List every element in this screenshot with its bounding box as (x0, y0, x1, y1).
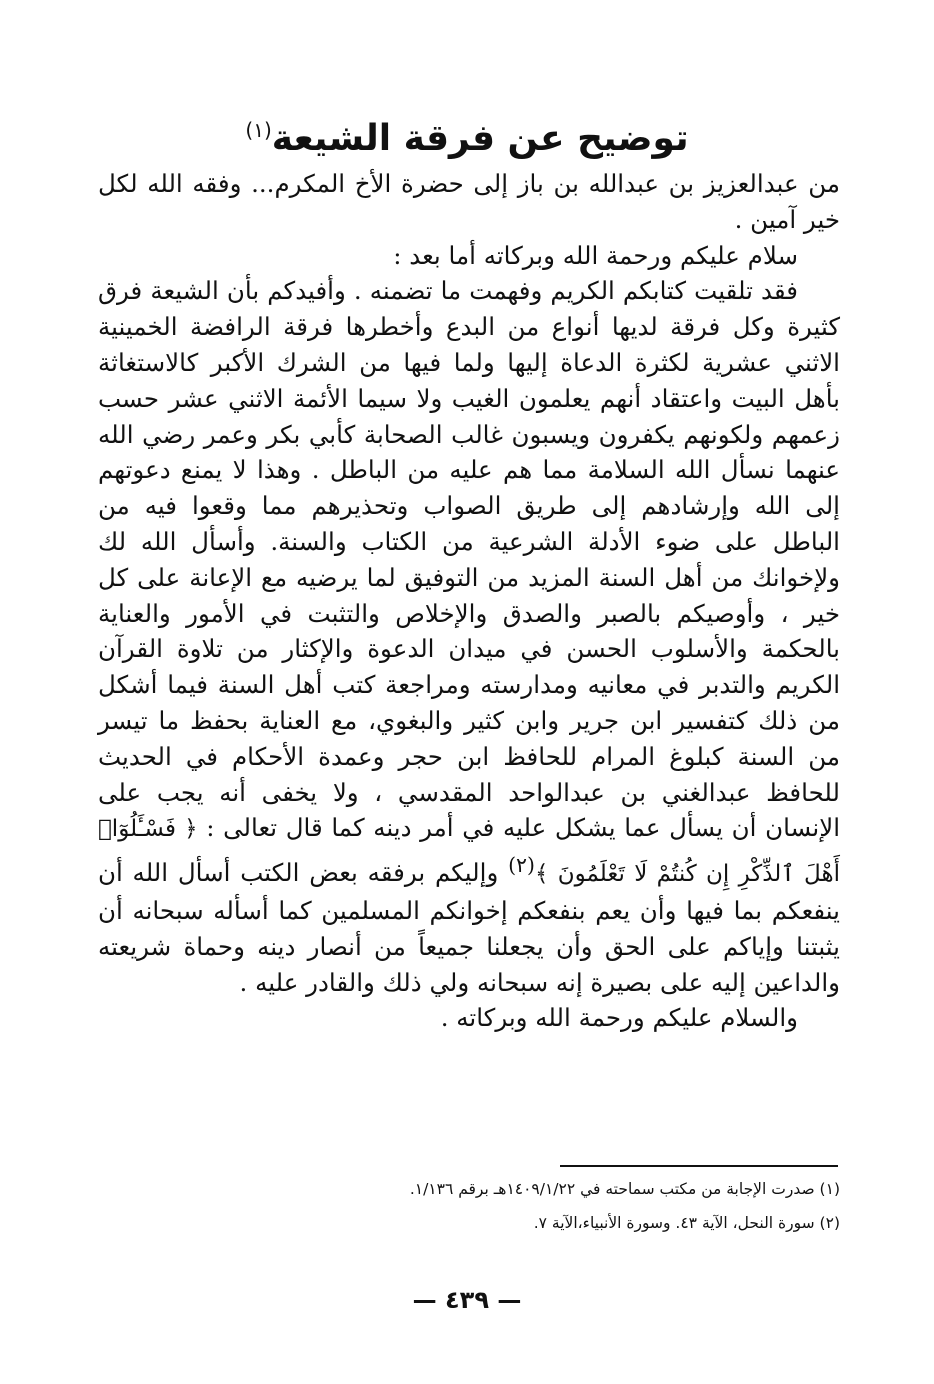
page-title (0, 100, 934, 169)
title-text: توضيح عن فرقة الشيعة (271, 118, 689, 159)
footnote-2: (٢) سورة النحل، الآية ٤٣. وسورة الأنبياء،الآية ٧. (533, 1214, 840, 1232)
verse-footnote-marker: (٢) (508, 853, 535, 878)
page-number: — ٤٣٩ — (412, 1286, 522, 1314)
title-footnote-marker: (١) (245, 118, 272, 142)
quran-verse: ﴿ فَسْـَٔلُوٓا۟ أَهْلَ ٱلذِّكْرِ إِن كُنتُمْ لَا تَعْلَمُونَ ﴾ (98, 816, 840, 888)
footnotes (98, 1172, 840, 1240)
footnote-1: (١) صدرت الإجابة من مكتب سماحته في ١٤٠٩/١/٢٢هـ برقم ١/١٣٦. (409, 1180, 840, 1198)
footnote-divider (560, 1165, 838, 1167)
letter-body (98, 166, 840, 1036)
main-paragraph-text: فقد تلقيت كتابكم الكريم وفهمت ما تضمنه . وأفيدكم بأن الشيعة فرق كثيرة وكل فرقة لديها أنواع من البدع وأخطرها فرقة الرافضة الخمينية الاثني عشرية لكثرة الدعاة إليها ولما فيها من الشرك الأكبر كالاستغاثة بأهل البيت واعتقاد أنهم يعلمون الغيب ولا سيما الأئمة الاثني عشر حسب زعمهم ولكونهم يكفرون ويسبون غالب الصحابة كأبي بكر وعمر رضي الله عنهما نسأل الله السلامة مما هم عليه من الباطل . وهذا لا يمنع دعوتهم إلى الله وإرشادهم إلى طريق الصواب وتحذيرهم مما وقعوا فيه من الباطل على ضوء الأدلة الشرعية من الكتاب والسنة. وأسأل الله لك ولإخوانك من أهل السنة المزيد من التوفيق لما يرضيه مع الإعانة على كل خير ، وأوصيكم بالصبر والصدق والإخلاص والتثبت في الأمور والعناية بالحكمة والأسلوب الحسن في ميدان الدعوة والإكثار من تلاوة القرآن الكريم والتدبر في معانيه ومدارسته ومراجعة كتب أهل السنة فيما أشكل من ذلك كتفسير ابن جرير وابن كثير والبغوي، مع العناية بحفظ ما تيسر من السنة كبلوغ المرام للحافظ ابن حجر وعمدة الأحكام في الحديث للحافظ عبدالغني بن عبدالواحد المقدسي ، ولا يخفى أنه يجب على الإنسان أن يسأل عما يشكل عليه في أمر دينه كما قال تعالى : (98, 276, 840, 843)
closing-paragraph-text: وإليكم برفقه بعض الكتب أسأل الله أن ينفعكم بما فيها وأن يعم بنفعكم إخوانكم المسلمين كما أسأله سبحانه أن يثبتنا وإياكم على الحق وأن يجعلنا جميعاً من أنصار دينه وحماة شريعته والداعين إليه على بصيرة إنه سبحانه ولي ذلك والقادر عليه . (98, 858, 840, 997)
main-paragraph (98, 273, 840, 1000)
greeting-paragraph: سلام عليكم ورحمة الله وبركاته أما بعد : (393, 240, 798, 270)
salutation-paragraph: من عبدالعزيز بن عبدالله بن باز إلى حضرة الأخ المكرم... وفقه الله لكل خير آمين . (98, 169, 840, 234)
closing-greeting: والسلام عليكم ورحمة الله وبركاته . (440, 1003, 798, 1033)
